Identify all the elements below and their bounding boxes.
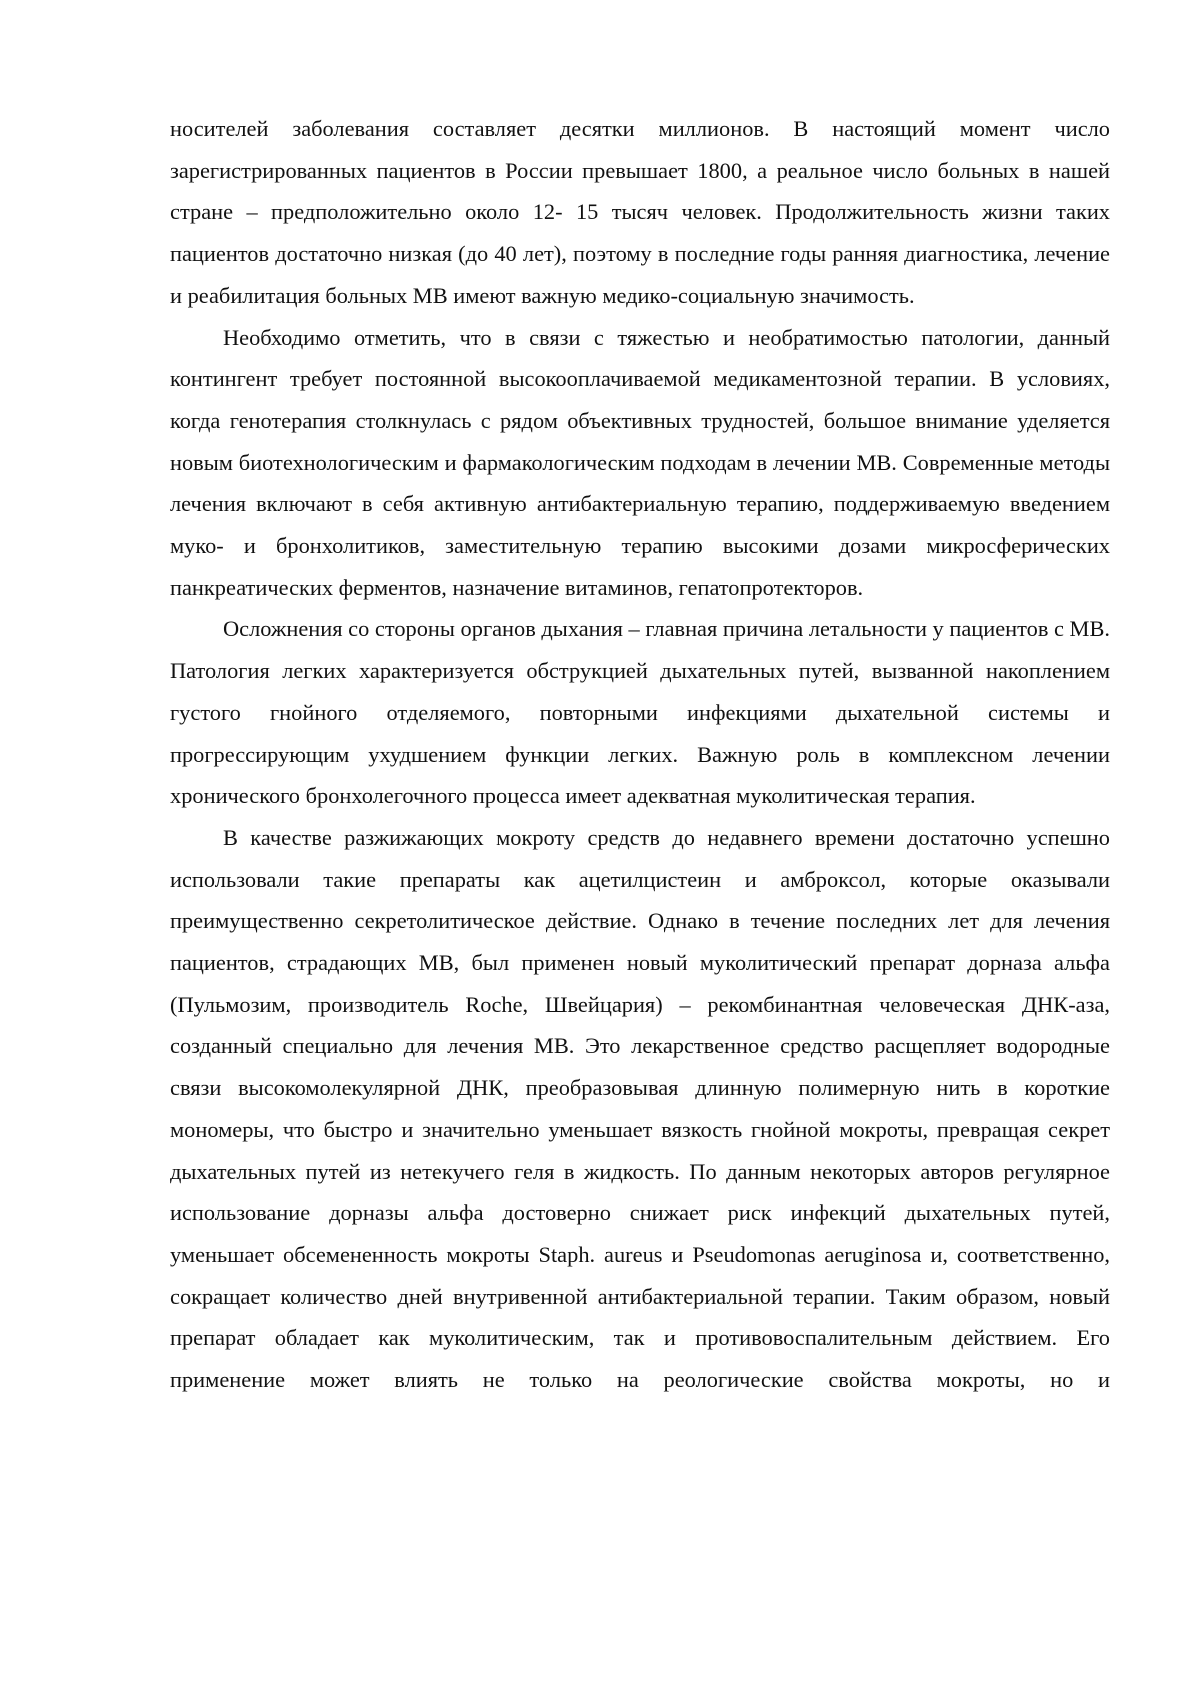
paragraph-2: Необходимо отметить, что в связи с тяжестью и необратимостью патологии, данный контингент требует постоянной высокооплачиваемой медикаментозной терапии. В условиях, когда генотерапия столкнулась с рядом объективных трудностей, большое внимание уделяется новым биотехнологическим и фармакологическим подходам в лечении МВ. Современные методы лечения включают в себя активную антибактериальную терапию, поддерживаемую введением муко- и бронхолитиков, заместительную терапию высокими дозами микросферических панкреатических ферментов, назначение витаминов, гепатопротекторов. xyxy=(170,324,1110,600)
paragraph-1: носителей заболевания составляет десятки миллионов. В настоящий момент число зарегистрированных пациентов в России превышает 1800, а реальное число больных в нашей стране – предположительно около 12- 15 тысяч человек. Продолжительность жизни таких пациентов достаточно низкая (до 40 лет), поэтому в последние годы ранняя диагностика, лечение и реабилитация больных МВ имеют важную медико-социальную значимость. xyxy=(170,116,1110,308)
paragraph-3: Осложнения со стороны органов дыхания – главная причина летальности у пациентов с МВ. Патология легких характеризуется обструкцией дыхательных путей, вызванной накоплением густого гнойного отделяемого, повторными инфекциями дыхательной системы и прогрессирующим ухудшением функции легких. Важную роль в комплексном лечении хронического бронхолегочного процесса имеет адекватная муколитическая терапия. xyxy=(170,616,1110,809)
paragraph-4: В качестве разжижающих мокроту средств до недавнего времени достаточно успешно использовали такие препараты как ацетилцистеин и амброксол, которые оказывали преимущественно секретолитическое действие. Однако в течение последних лет для лечения пациентов, страдающих МВ, был применен новый муколитический препарат дорназа альфа (Пульмозим, производитель Roche, Швейцария) – рекомбинантная человеческая ДНК-аза, созданный специально для лечения МВ. Это лекарственное средство расщепляет водородные связи высокомолекулярной ДНК, преобразовывая длинную полимерную нить в короткие мономеры, что быстро и значительно уменьшает вязкость гнойной мокроты, превращая секрет дыхательных путей из нетекучего геля в жидкость. По данным некоторых авторов регулярное использование дорназы альфа достоверно снижает риск инфекций дыхательных путей, уменьшает обсемененность мокроты Staph. aureus и Pseudomonas aeruginosa и, соответственно, сокращает количество дней внутривенной антибактериальной терапии. Таким образом, новый препарат обладает как муколитическим, так и противовоспалительным действием. Его применение может влиять не только на реологические свойства мокроты, но и xyxy=(170,824,1110,1393)
body-text xyxy=(170,108,1110,1401)
